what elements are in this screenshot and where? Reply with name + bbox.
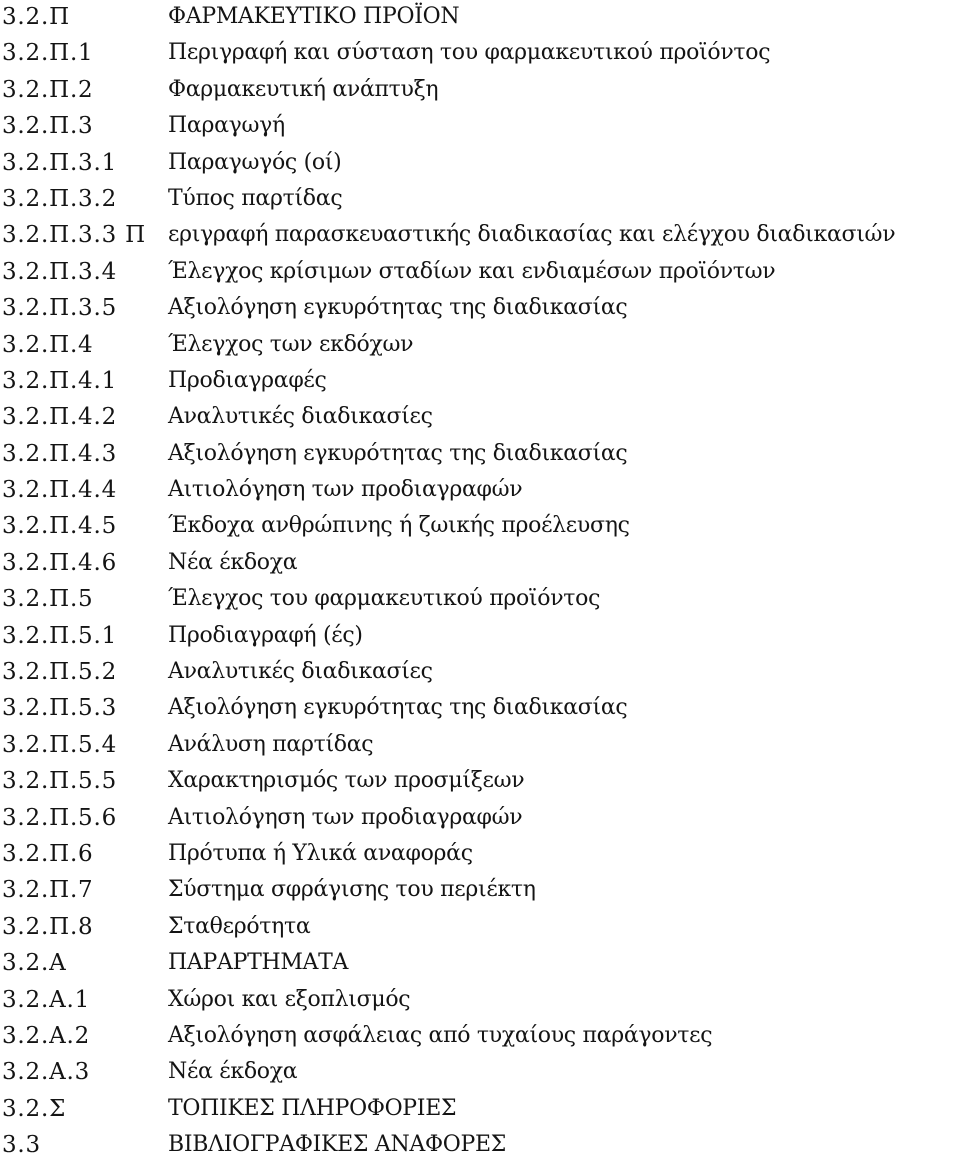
toc-entry-title: Παραγωγή (168, 113, 285, 139)
toc-entry (2, 109, 958, 145)
toc-entry (2, 655, 958, 691)
toc-entry-number: 3.2.Π.3.1 (2, 149, 118, 176)
toc-entry-title: Έλεγχος κρίσιμων σταδίων και ενδιαμέσων προϊόντων (168, 258, 776, 284)
toc-entry-number: 3.2.Π.1 (2, 40, 94, 67)
toc-entry-number: 3.2.Π.4.1 (2, 367, 118, 394)
toc-entry-title: Αξιολόγηση ασφάλειας από τυχαίους παράγοντες (168, 1022, 713, 1048)
toc-entry (2, 291, 958, 327)
toc-entry (2, 509, 958, 545)
toc-entry (2, 764, 958, 800)
toc-entry-number: 3.2.Π.3.5 (2, 295, 118, 322)
toc-entry-number: 3.2.Π.2 (2, 76, 94, 103)
toc-entry-title: Προδιαγραφές (168, 367, 327, 393)
toc-entry-title: Ανάλυση παρτίδας (168, 731, 374, 757)
toc-entry (2, 437, 958, 473)
toc-entry-number: 3.2.Π.5.4 (2, 731, 118, 758)
toc-entry (2, 328, 958, 364)
toc-entry-number: 3.2.Π.3.3 Π (2, 222, 147, 249)
toc-entry-number: 3.2.Α.2 (2, 1022, 91, 1049)
toc-entry-number: 3.3 (2, 1132, 41, 1159)
toc-entry (2, 619, 958, 655)
toc-entry (2, 0, 958, 36)
toc-entry-number: 3.2.Π.4.2 (2, 404, 118, 431)
toc-entry (2, 1128, 958, 1164)
toc-entry-title: Πρότυπα ή Υλικά αναφοράς (168, 840, 473, 866)
toc-entry (2, 218, 958, 254)
toc-entry (2, 728, 958, 764)
toc-entry-title: ΦΑΡΜΑΚΕΥΤΙΚΟ ΠΡΟΪΟΝ (168, 4, 460, 29)
toc-entry-title: Αιτιολόγηση των προδιαγραφών (168, 804, 523, 830)
toc-entry-title: ΠΑΡΑΡΤΗΜΑΤΑ (168, 950, 349, 976)
toc-entry (2, 946, 958, 982)
toc-entry (2, 546, 958, 582)
toc-entry-number: 3.2.Π.4.3 (2, 440, 118, 467)
toc-entry-title: εριγραφή παρασκευαστικής διαδικασίας και ελέγχου διαδικασιών (168, 222, 896, 248)
toc-entry-number: 3.2.Α.3 (2, 1059, 91, 1086)
toc-entry-number: 3.2.Π.4 (2, 331, 94, 358)
toc-entry-number: 3.2.Π (2, 4, 70, 30)
toc-entry (2, 146, 958, 182)
toc-entry-number: 3.2.Π.7 (2, 877, 94, 904)
toc-entry (2, 1092, 958, 1128)
toc-entry (2, 1055, 958, 1091)
toc-entry (2, 473, 958, 509)
toc-entry-number: 3.2.Π.3.4 (2, 258, 118, 285)
toc-entry (2, 801, 958, 837)
toc-entry-title: Νέα έκδοχα (168, 549, 298, 575)
toc-entry-title: Φαρμακευτική ανάπτυξη (168, 76, 439, 102)
toc-entry-title: Αιτιολόγηση των προδιαγραφών (168, 477, 523, 503)
toc-entry-title: Χώροι και εξοπλισμός (168, 986, 411, 1012)
toc-entry-number: 3.2.Π.5.1 (2, 622, 118, 649)
toc-entry-number: 3.2.Π.3.2 (2, 185, 118, 212)
toc-entry (2, 837, 958, 873)
toc-entry-number: 3.2.Π.5.2 (2, 659, 118, 686)
toc-entry (2, 73, 958, 109)
table-of-contents (2, 0, 958, 1165)
toc-entry-number: 3.2.Π.5.3 (2, 695, 118, 722)
toc-entry-title: Αξιολόγηση εγκυρότητας της διαδικασίας (168, 295, 628, 321)
toc-entry (2, 255, 958, 291)
toc-entry-title: Χαρακτηρισμός των προσμίξεων (168, 768, 525, 794)
toc-entry-title: Σταθερότητα (168, 913, 311, 939)
toc-entry-title: Παραγωγός (οί) (168, 149, 342, 175)
toc-entry (2, 1019, 958, 1055)
toc-entry-title: Έκδοχα ανθρώπινης ή ζωικής προέλευσης (168, 513, 630, 539)
toc-entry-number: 3.2.Π.5 (2, 586, 94, 613)
toc-entry-title: Σύστημα σφράγισης του περιέκτη (168, 877, 536, 903)
toc-entry-title: Προδιαγραφή (ές) (168, 622, 363, 648)
toc-entry-title: Τύπος παρτίδας (168, 185, 343, 211)
toc-entry-number: 3.2.Α (2, 950, 67, 977)
toc-entry (2, 400, 958, 436)
toc-entry-number: 3.2.Π.5.5 (2, 768, 118, 795)
toc-entry-title: Αναλυτικές διαδικασίες (168, 404, 433, 430)
toc-entry-title: Νέα έκδοχα (168, 1059, 298, 1085)
toc-entry-number: 3.2.Σ (2, 1095, 67, 1122)
toc-entry-number: 3.2.Π.4.5 (2, 513, 118, 540)
toc-entry-number: 3.2.Π.5.6 (2, 804, 118, 831)
toc-entry-title: Αναλυτικές διαδικασίες (168, 659, 433, 685)
toc-entry-title: Έλεγχος των εκδόχων (168, 331, 414, 357)
toc-entry (2, 910, 958, 946)
toc-entry-number: 3.2.Π.3 (2, 113, 94, 140)
toc-entry (2, 691, 958, 727)
toc-entry-title: Αξιολόγηση εγκυρότητας της διαδικασίας (168, 440, 628, 466)
toc-entry-number: 3.2.Π.8 (2, 913, 94, 940)
toc-entry-title: ΤΟΠΙΚΕΣ ΠΛΗΡΟΦΟΡΙΕΣ (168, 1095, 457, 1121)
toc-entry-number: 3.2.Π.4.6 (2, 549, 118, 576)
toc-entry (2, 182, 958, 218)
toc-entry-number: 3.2.Π.6 (2, 840, 94, 867)
toc-entry (2, 873, 958, 909)
toc-entry-number: 3.2.Α.1 (2, 986, 91, 1013)
toc-entry (2, 364, 958, 400)
toc-entry (2, 983, 958, 1019)
toc-entry-number: 3.2.Π.4.4 (2, 477, 118, 504)
toc-entry (2, 582, 958, 618)
toc-entry (2, 36, 958, 72)
toc-entry-title: Αξιολόγηση εγκυρότητας της διαδικασίας (168, 695, 628, 721)
toc-entry-title: Περιγραφή και σύσταση του φαρμακευτικού προϊόντος (168, 40, 771, 66)
toc-entry-title: Έλεγχος του φαρμακευτικού προϊόντος (168, 586, 601, 612)
toc-entry-title: ΒΙΒΛΙΟΓΡΑΦΙΚΕΣ ΑΝΑΦΟΡΕΣ (168, 1132, 506, 1158)
